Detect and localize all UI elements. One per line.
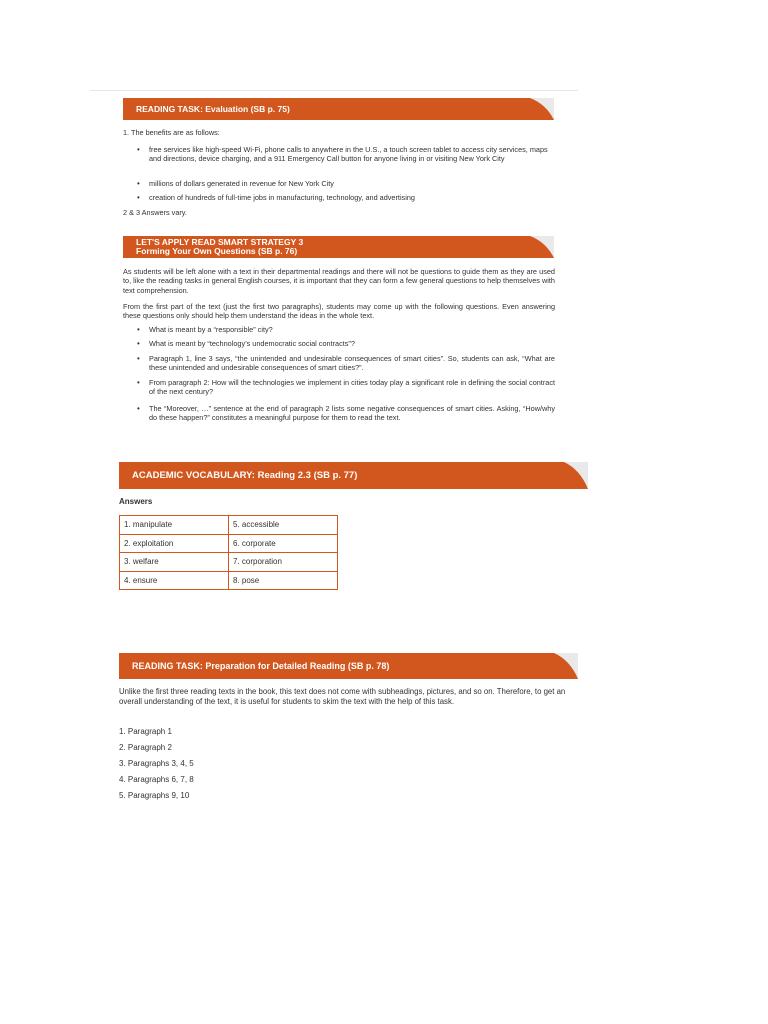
banner-corner-curl (524, 236, 554, 258)
banner-title-line1: LET'S APPLY READ SMART STRATEGY 3 (136, 237, 304, 247)
section-banner-evaluation (123, 98, 554, 120)
table-cell: 5. accessible (229, 516, 338, 535)
list-item: 1. Paragraph 1 (119, 727, 172, 736)
list-item: 4. Paragraphs 6, 7, 8 (119, 775, 194, 784)
table-row (120, 534, 338, 553)
section-banner-academic-vocabulary (119, 462, 588, 489)
table-cell: 3. welfare (120, 553, 229, 572)
question-item: • Paragraph 1, line 3 says, “the unintended and undesirable consequences of smart cities”. So, students can ask, “What are these unintended and undesirable consequences of smart cities?”. (149, 354, 555, 373)
section-banner-read-smart-strategy (123, 236, 554, 258)
table-row (120, 553, 338, 572)
banner-title-line2: Forming Your Own Questions (SB p. 76) (136, 246, 298, 256)
banner-corner-curl (524, 98, 554, 120)
banner-title: READING TASK: Evaluation (SB p. 75) (136, 104, 290, 114)
list-item: 5. Paragraphs 9, 10 (119, 791, 190, 800)
preparation-paragraph: Unlike the first three reading texts in the book, this text does not come with subheadings, pictures, and so on. Therefore, to get an overall understanding of the text, it is useful for students to skim the text with the help of this task. (119, 687, 566, 707)
vocabulary-answers-table (119, 515, 338, 590)
question-item: • From paragraph 2: How will the technologies we implement in cities today play a significant role in defining the social contract of the next century? (149, 378, 555, 397)
table-row (120, 516, 338, 535)
table-cell: 8. pose (229, 571, 338, 590)
table-cell: 6. corporate (229, 534, 338, 553)
answers-label: Answers (119, 497, 153, 506)
answers-vary-note: 2 & 3 Answers vary. (123, 208, 187, 217)
table-cell: 4. ensure (120, 571, 229, 590)
question-item: • What is meant by “technology’s undemocratic social contracts”? (149, 339, 555, 348)
banner-title: ACADEMIC VOCABULARY: Reading 2.3 (SB p. 77) (132, 470, 358, 481)
benefit-item: • free services like high-speed Wi-Fi, phone calls to anywhere in the U.S., a touch screen tablet to access city services, maps and directions, device charging, and a 911 Emergency Call button for anyone living in or visiting New York City (149, 145, 555, 164)
question-item: • What is meant by a “responsible” city? (149, 325, 555, 334)
banner-corner-curl (558, 462, 588, 489)
table-cell: 1. manipulate (120, 516, 229, 535)
question-item: • The “Moreover, …” sentence at the end of paragraph 2 lists some negative consequences of smart cities. Asking, “How/why do these happen?” constitutes a meaningful purpose for them to read the text. (149, 404, 555, 423)
benefit-item: • creation of hundreds of full-time jobs in manufacturing, technology, and advertising (149, 193, 555, 202)
benefit-item: • millions of dollars generated in revenue for New York City (149, 179, 555, 188)
table-cell: 2. exploitation (120, 534, 229, 553)
benefits-intro: 1. The benefits are as follows: (123, 128, 220, 137)
strategy-paragraph: As students will be left alone with a text in their departmental readings and there will not be questions to guide them as they are used to, like the reading tasks in general English courses, it is important that they can form a few general questions to help themselves with text comprehension. (123, 267, 555, 295)
top-divider (90, 90, 578, 91)
strategy-paragraph: From the first part of the text (just the first two paragraphs), students may come up with the following questions. Even answering these questions only should help them understand the ideas in the whole text. (123, 302, 555, 321)
list-item: 2. Paragraph 2 (119, 743, 172, 752)
table-row (120, 571, 338, 590)
table-cell: 7. corporation (229, 553, 338, 572)
banner-corner-curl (548, 653, 578, 679)
list-item: 3. Paragraphs 3, 4, 5 (119, 759, 194, 768)
section-banner-detailed-reading (119, 653, 578, 679)
banner-title: READING TASK: Preparation for Detailed Reading (SB p. 78) (132, 661, 390, 671)
